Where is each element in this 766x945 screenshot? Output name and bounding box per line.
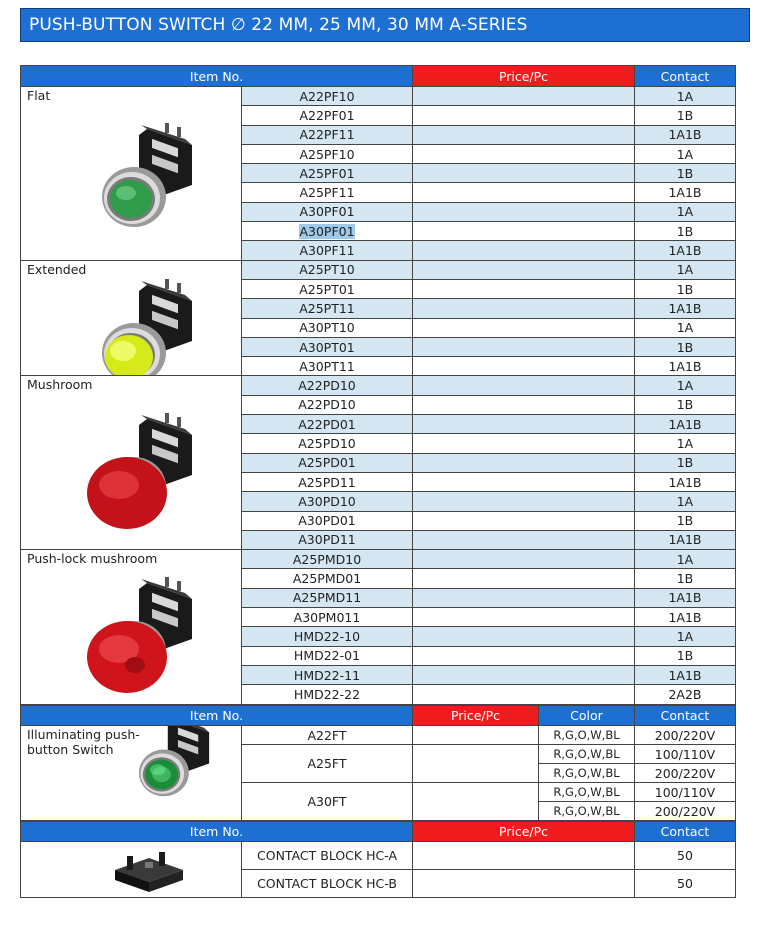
- price-cell: [413, 434, 635, 453]
- header-row: [21, 706, 736, 726]
- item-number: A30PM011: [293, 609, 361, 625]
- item-number-cell: [242, 569, 413, 588]
- contact-cell: 1B: [635, 395, 736, 414]
- item-number: A22PF10: [299, 88, 355, 104]
- contact-cell: 100/110V: [635, 783, 736, 802]
- item-number-cell: [242, 646, 413, 665]
- item-number-cell: [242, 511, 413, 530]
- contact-cell: 1A1B: [635, 357, 736, 376]
- item-number: A22PD10: [298, 397, 356, 413]
- item-number: A25PD01: [298, 455, 356, 471]
- header-item-no: Item No.: [21, 66, 413, 87]
- item-number: A25PD11: [298, 474, 356, 490]
- contact-cell: 1A: [635, 260, 736, 279]
- item-number-cell: [242, 530, 413, 549]
- contact-cell: 1B: [635, 453, 736, 472]
- item-number-cell: [242, 222, 413, 241]
- item-number-cell: [242, 279, 413, 298]
- page-title: PUSH-BUTTON SWITCH ∅ 22 MM, 25 MM, 30 MM A-SERIES: [20, 8, 750, 42]
- item-number: A25PD10: [298, 435, 356, 451]
- header-item-no: Item No.: [21, 706, 413, 726]
- color-cell: R,G,O,W,BL: [539, 745, 635, 764]
- price-cell: [413, 550, 635, 569]
- contact-cell: 1A1B: [635, 241, 736, 260]
- red-push-lock-mushroom-button-icon: [79, 573, 219, 701]
- item-number: HMD22-22: [293, 686, 361, 702]
- item-number: A30PT10: [299, 320, 355, 336]
- category-label: Flat: [27, 88, 51, 103]
- category-cell: [21, 726, 242, 821]
- item-number: A25PF01: [299, 165, 355, 181]
- color-cell: R,G,O,W,BL: [539, 764, 635, 783]
- item-number: A30PD11: [298, 532, 356, 548]
- price-cell: [413, 202, 635, 221]
- item-number: A30PD10: [298, 493, 356, 509]
- price-cell: [413, 318, 635, 337]
- color-cell: R,G,O,W,BL: [539, 783, 635, 802]
- item-number: A22PD01: [298, 416, 356, 432]
- price-cell: [413, 726, 539, 745]
- item-number: A30PT11: [299, 358, 355, 374]
- item-number-cell: [242, 241, 413, 260]
- table-row: [21, 550, 736, 569]
- table-row: [21, 842, 736, 870]
- color-cell: R,G,O,W,BL: [539, 802, 635, 821]
- contact-cell: 1A: [635, 318, 736, 337]
- item-number-cell: [242, 357, 413, 376]
- price-cell: [413, 870, 635, 898]
- item-number-cell: [242, 627, 413, 646]
- item-number: CONTACT BLOCK HC-B: [242, 870, 413, 898]
- contact-cell: 1B: [635, 164, 736, 183]
- contact-cell: 1B: [635, 511, 736, 530]
- category-label: Push-lock mushroom: [27, 551, 158, 567]
- item-number-cell: [242, 492, 413, 511]
- header-contact: Contact: [635, 66, 736, 87]
- item-number: A25PF11: [299, 185, 355, 201]
- contact-cell: 1A: [635, 87, 736, 106]
- price-cell: [413, 588, 635, 607]
- contact-cell: 100/110V: [635, 745, 736, 764]
- table-row: [21, 87, 736, 106]
- contact-cell: 1B: [635, 569, 736, 588]
- contact-block-icon: [109, 848, 189, 896]
- item-number-cell: [242, 260, 413, 279]
- price-cell: [413, 783, 539, 821]
- category-cell: [21, 842, 242, 898]
- item-number-cell: [242, 434, 413, 453]
- item-number-cell: [242, 144, 413, 163]
- item-number: A30FT: [242, 783, 413, 821]
- item-number-cell: [242, 125, 413, 144]
- price-cell: [413, 395, 635, 414]
- contact-cell: 1A1B: [635, 665, 736, 684]
- price-cell: [413, 665, 635, 684]
- contact-cell: 1B: [635, 337, 736, 356]
- price-cell: [413, 260, 635, 279]
- category-cell: [21, 87, 242, 261]
- item-number: A25PT11: [299, 300, 355, 316]
- contact-cell: 1A1B: [635, 530, 736, 549]
- item-number-cell: [242, 453, 413, 472]
- contact-cell: 1A1B: [635, 415, 736, 434]
- item-number-cell: [242, 608, 413, 627]
- header-contact: Contact: [635, 706, 736, 726]
- red-mushroom-push-button-icon: [79, 409, 219, 537]
- price-cell: [413, 472, 635, 491]
- contact-cell: 1A: [635, 144, 736, 163]
- green-flat-push-button-icon: [79, 119, 219, 247]
- item-number: A30PF11: [299, 243, 355, 259]
- item-number: HMD22-11: [293, 667, 361, 683]
- header-color: Color: [539, 706, 635, 726]
- contact-cell: 1A1B: [635, 588, 736, 607]
- item-number: A25PT01: [299, 281, 355, 297]
- price-cell: [413, 164, 635, 183]
- illuminating-table: [20, 705, 736, 821]
- price-cell: [413, 337, 635, 356]
- header-item-no: Item No.: [21, 822, 413, 842]
- table-row: [21, 376, 736, 395]
- contact-cell: 200/220V: [635, 726, 736, 745]
- category-label: Illuminating push-button Switch: [27, 727, 140, 757]
- item-number: A30PT01: [299, 339, 355, 355]
- header-row: [21, 66, 736, 87]
- price-cell: [413, 183, 635, 202]
- item-number-cell: [242, 183, 413, 202]
- item-number-cell: [242, 87, 413, 106]
- price-cell: [413, 511, 635, 530]
- item-number: A25PMD10: [292, 551, 362, 567]
- price-cell: [413, 530, 635, 549]
- item-number-cell: [242, 665, 413, 684]
- item-number: A25PF10: [299, 146, 355, 162]
- item-number: HMD22-01: [293, 648, 361, 664]
- price-cell: [413, 376, 635, 395]
- contact-cell: 1A1B: [635, 299, 736, 318]
- price-cell: [413, 569, 635, 588]
- item-number-cell: [242, 685, 413, 704]
- green-illuminated-push-button-icon: [121, 726, 230, 812]
- price-cell: [413, 415, 635, 434]
- item-number-cell: [242, 337, 413, 356]
- price-cell: [413, 87, 635, 106]
- price-cell: [413, 222, 635, 241]
- contact-cell: 1A: [635, 550, 736, 569]
- header-price: Price/Pc: [413, 706, 539, 726]
- category-label: Extended: [27, 261, 87, 277]
- contact-cell: 1B: [635, 106, 736, 125]
- item-number: A30PD01: [298, 513, 356, 529]
- price-cell: [413, 627, 635, 646]
- price-cell: [413, 685, 635, 704]
- category-cell: [21, 260, 242, 376]
- category-cell: [21, 550, 242, 704]
- contact-cell: 1A: [635, 492, 736, 511]
- price-cell: [413, 144, 635, 163]
- item-number-cell: [242, 164, 413, 183]
- contact-cell: 200/220V: [635, 802, 736, 821]
- contact-cell: 1A1B: [635, 183, 736, 202]
- price-cell: [413, 299, 635, 318]
- contact-cell: 1B: [635, 646, 736, 665]
- contact-cell: 1A1B: [635, 472, 736, 491]
- item-number: A22PF01: [299, 107, 355, 123]
- header-contact: Contact: [635, 822, 736, 842]
- table-row: [21, 260, 736, 279]
- contact-cell: 1A1B: [635, 608, 736, 627]
- contact-cell: 200/220V: [635, 764, 736, 783]
- category-cell: [21, 376, 242, 550]
- item-number-cell: [242, 106, 413, 125]
- price-cell: [413, 453, 635, 472]
- item-number: A25FT: [242, 745, 413, 783]
- price-cell: [413, 106, 635, 125]
- contact-cell: 1A: [635, 376, 736, 395]
- yellow-extended-push-button-icon: [79, 275, 219, 376]
- item-number-cell: [242, 202, 413, 221]
- item-number: A25PT10: [299, 262, 355, 278]
- item-number-cell: [242, 395, 413, 414]
- contact-cell: 1A1B: [635, 125, 736, 144]
- contact-cell: 1B: [635, 279, 736, 298]
- item-number: CONTACT BLOCK HC-A: [242, 842, 413, 870]
- price-cell: [413, 608, 635, 627]
- item-number: HMD22-10: [293, 628, 361, 644]
- item-number-cell: [242, 588, 413, 607]
- contact-cell: 1B: [635, 222, 736, 241]
- item-number-cell: [242, 299, 413, 318]
- item-number: A25PMD11: [292, 590, 362, 606]
- contact-cell: 1A: [635, 627, 736, 646]
- color-cell: R,G,O,W,BL: [539, 726, 635, 745]
- price-cell: [413, 279, 635, 298]
- header-price: Price/Pc: [413, 66, 635, 87]
- category-label: Mushroom: [27, 377, 93, 393]
- header-price: Price/Pc: [413, 822, 635, 842]
- price-cell: [413, 492, 635, 511]
- contact-cell: 1A: [635, 434, 736, 453]
- price-cell: [413, 842, 635, 870]
- price-cell: [413, 745, 539, 783]
- item-number-cell: [242, 472, 413, 491]
- item-number: A22PF11: [299, 127, 355, 143]
- item-number-cell: [242, 550, 413, 569]
- contact-cell: 50: [635, 842, 736, 870]
- header-row: [21, 822, 736, 842]
- item-number: A30PF01: [299, 204, 355, 220]
- price-cell: [413, 357, 635, 376]
- item-number-cell: [242, 376, 413, 395]
- item-number: A25PMD01: [292, 571, 362, 587]
- item-number: A22PD10: [298, 378, 356, 394]
- price-cell: [413, 646, 635, 665]
- item-number: A22FT: [242, 726, 413, 745]
- price-cell: [413, 241, 635, 260]
- table-row: [21, 726, 736, 745]
- item-number-cell: [242, 415, 413, 434]
- contact-cell: 50: [635, 870, 736, 898]
- contact-cell: 1A: [635, 202, 736, 221]
- price-cell: [413, 125, 635, 144]
- contact-block-table: [20, 821, 736, 898]
- item-number-cell: [242, 318, 413, 337]
- item-number: A30PF01: [299, 223, 355, 239]
- push-button-table: [20, 65, 736, 705]
- contact-cell: 2A2B: [635, 685, 736, 704]
